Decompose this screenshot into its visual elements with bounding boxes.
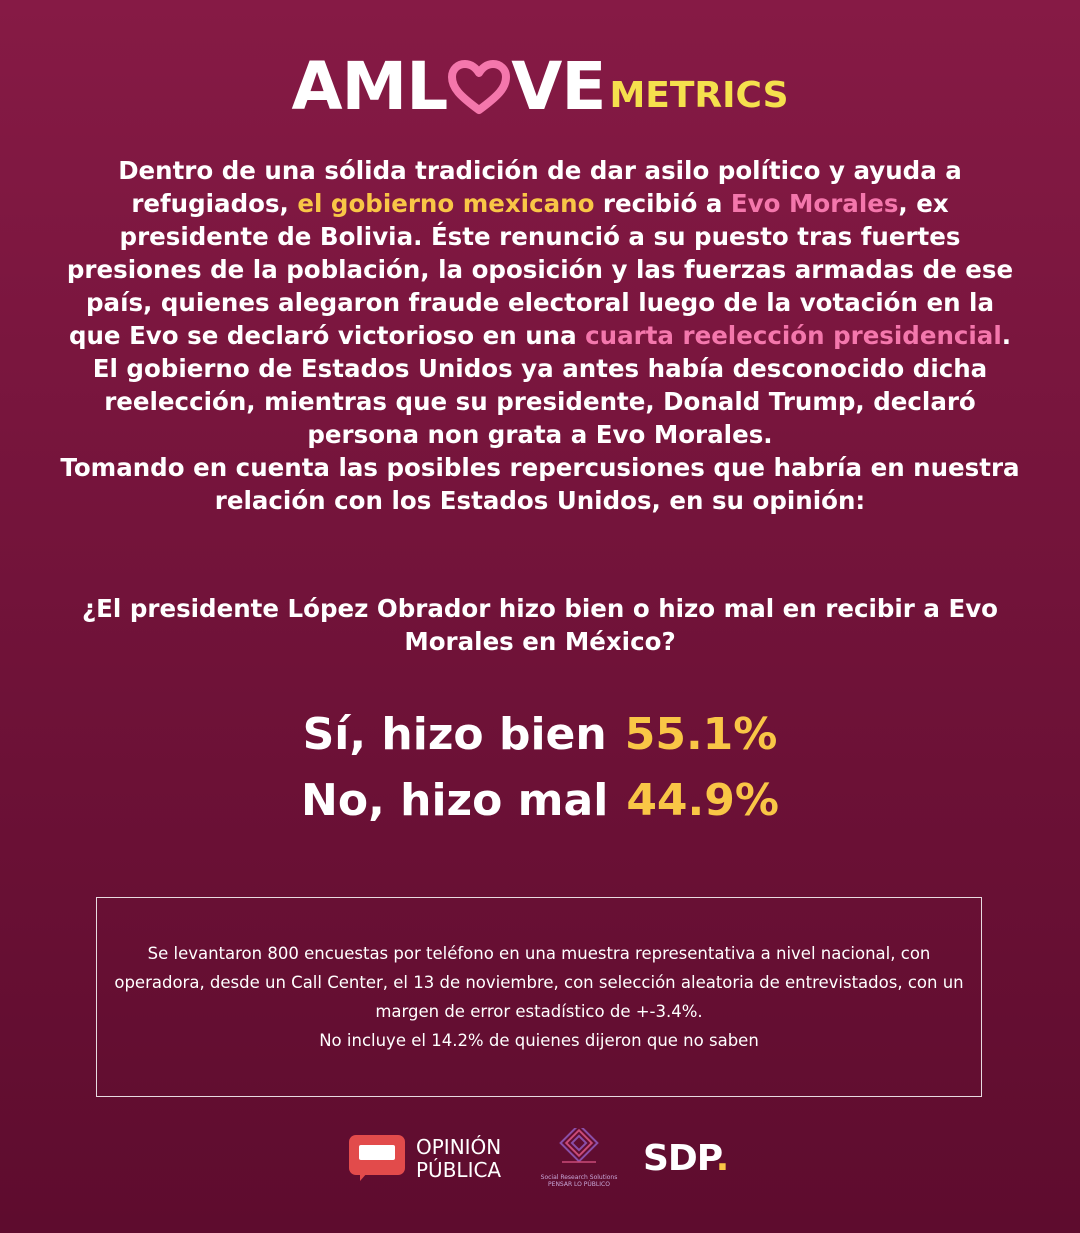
publica-label: PÚBLICA	[416, 1158, 502, 1182]
intro-text-segment: Dentro de una sólida tradición de dar asilo político y ayuda a refugiados,	[118, 156, 962, 218]
intro-text-segment: recibió a	[594, 189, 731, 218]
maze-emblem-icon	[556, 1128, 602, 1170]
intro-paragraph-2: El gobierno de Estados Unidos ya antes había desconocido dicha reelección, mientras que su presidente, Donald Trump, declaró persona non grata a Evo Morales.	[92, 354, 988, 449]
survey-results	[0, 702, 1080, 834]
highlight-cuarta-reeleccion: cuarta reelección presidencial	[585, 321, 1002, 350]
logo-metrics: METRICS	[609, 75, 789, 116]
methodology-line-2: No incluye el 14.2% de quienes dijeron que no saben	[319, 1031, 759, 1050]
logo-suffix: VE	[511, 48, 606, 125]
footer-logos	[0, 1128, 1080, 1198]
speech-bubble-icon	[348, 1134, 406, 1184]
result-label: No, hizo mal	[301, 775, 609, 826]
heart-icon	[448, 60, 510, 116]
result-label: Sí, hizo bien	[302, 709, 607, 760]
methodology-line-1: Se levantaron 800 encuestas por teléfono en una muestra representativa a nivel nacional, con operadora, desde un Call Center, el 13 de noviembre, con selección aleatoria de entrevistados, con un margen de error estadístico de +-3.4%.	[114, 944, 964, 1021]
intro-text-segment: .	[1001, 321, 1012, 350]
methodology-box	[96, 897, 982, 1097]
result-row-no	[0, 768, 1080, 834]
methodology-text	[114, 939, 964, 1055]
result-value: 55.1%	[624, 709, 778, 760]
opinion-label: OPINIÓN	[416, 1135, 502, 1159]
sdp-dot: .	[715, 1138, 729, 1179]
intro-paragraph-3: Tomando en cuenta las posibles repercusiones que habría en nuestra relación con los Estados Unidos, en su opinión:	[60, 453, 1020, 515]
intro-text	[60, 154, 1020, 517]
sdp-text: SDP	[643, 1138, 716, 1179]
social-research-solutions-logo	[538, 1128, 620, 1188]
intro-paragraph-1	[60, 154, 1020, 352]
logo-prefix: AML	[291, 48, 448, 125]
logo-wordmark	[291, 48, 606, 125]
highlight-gobierno-mexicano: el gobierno mexicano	[297, 189, 595, 218]
opinion-publica-text	[416, 1136, 501, 1182]
srs-tagline: PENSAR LO PÚBLICO	[548, 1181, 610, 1188]
survey-question: ¿El presidente López Obrador hizo bien o hizo mal en recibir a Evo Morales en México?	[81, 594, 999, 656]
intro-text-segment: , ex presidente de Bolivia. Éste renunció a su puesto tras fuertes presiones de la población, la oposición y las fuerzas armadas de ese país, quienes alegaron fraude electoral luego de la votación en la que Evo se declaró victorioso en una	[66, 189, 1014, 350]
amlove-metrics-logo	[0, 40, 1080, 125]
sdp-logo	[643, 1138, 728, 1179]
result-value: 44.9%	[626, 775, 779, 826]
opinion-publica-logo	[348, 1134, 501, 1184]
highlight-evo-morales: Evo Morales	[730, 189, 899, 218]
result-row-yes	[0, 702, 1080, 768]
srs-name: Social Research Solutions	[540, 1174, 618, 1181]
